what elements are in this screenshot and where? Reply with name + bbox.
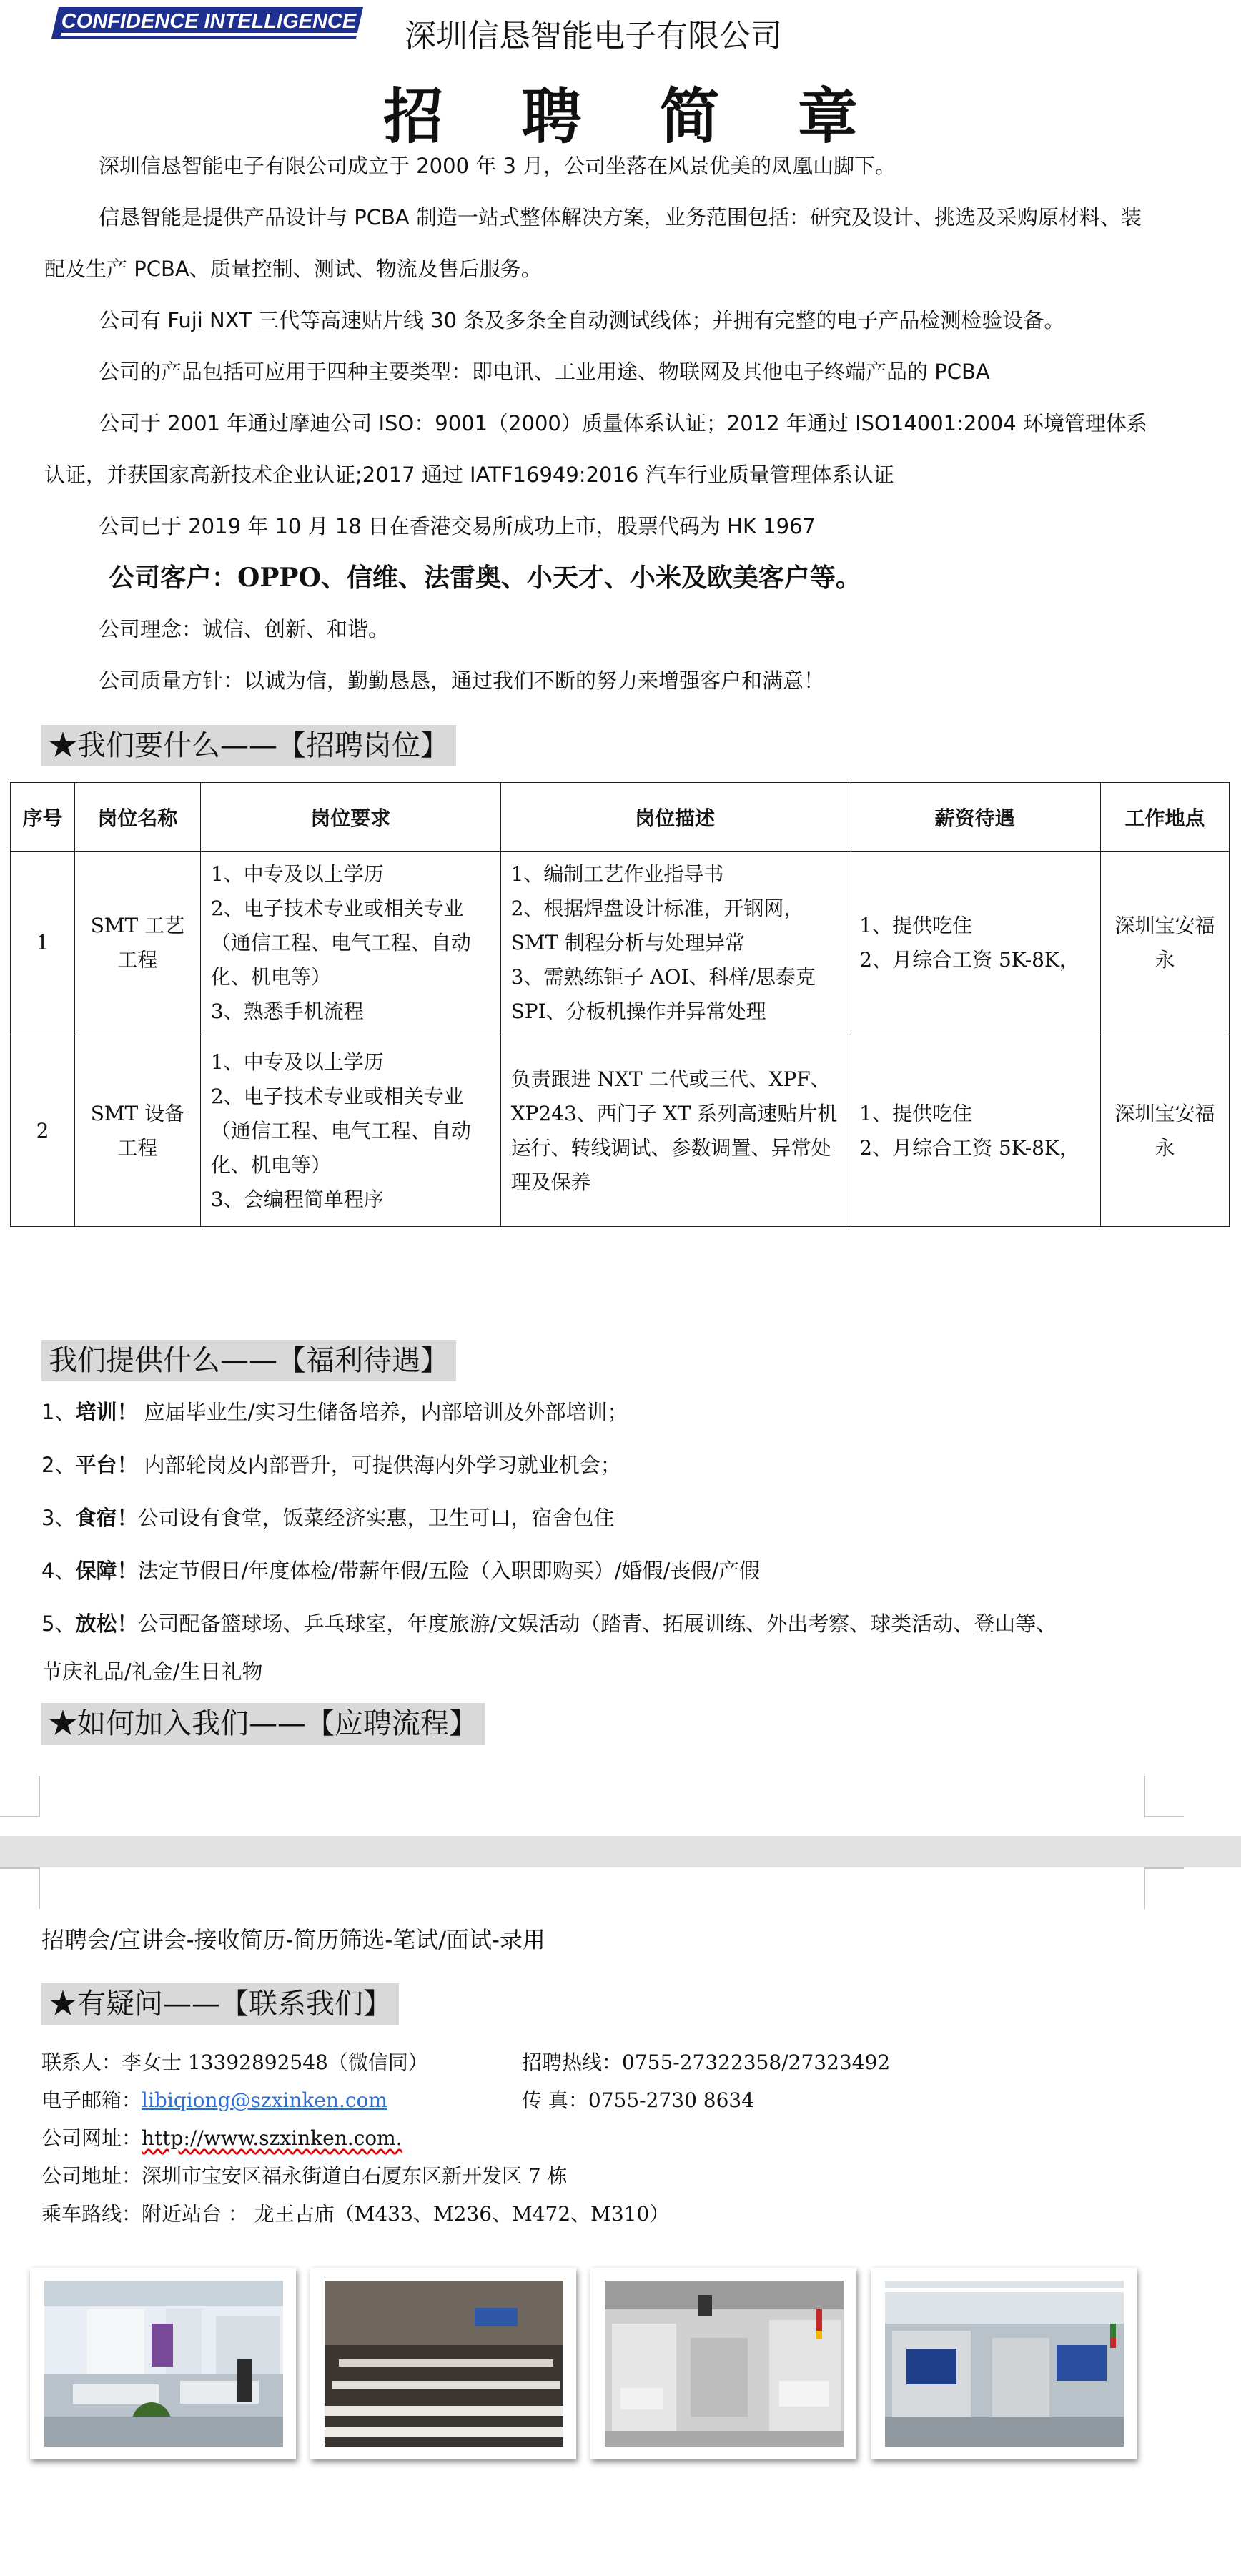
requirement-line: 2、电子技术专业或相关专业 [210, 1084, 464, 1108]
table-row [11, 1035, 1230, 1227]
salary-line: 1、提供吃住 [859, 914, 973, 937]
benefit-title: 食宿！ [75, 1506, 138, 1530]
section-heading-contact: ★有疑问——【联系我们】 [41, 1983, 399, 2025]
column-header-requirements: 岗位要求 [200, 783, 500, 852]
company-intro [44, 140, 1160, 706]
cell-salary [849, 852, 1101, 1035]
salary-line: 2、月综合工资 5K-8K， [859, 948, 1079, 972]
page-break [0, 1836, 1241, 1867]
intro-paragraph: 公司理念：诚信、创新、和谐。 [99, 617, 390, 641]
benefit-item-continuation: 节庆礼品/礼金/生日礼物 [41, 1659, 263, 1684]
contact-row [41, 2043, 1185, 2081]
benefit-item [41, 1597, 1185, 1650]
table-header-row [11, 783, 1230, 852]
company-address: 公司地址：深圳市宝安区福永街道白石厦东区新开发区 7 栋 [41, 2164, 568, 2188]
benefit-number: 4、 [41, 1559, 76, 1583]
contact-row [41, 2195, 1185, 2233]
section-heading-jobs: ★我们要什么——【招聘岗位】 [41, 725, 456, 766]
column-header-name: 岗位名称 [74, 783, 200, 852]
section-heading-benefits: 我们提供什么——【福利待遇】 [41, 1340, 456, 1381]
benefit-text: 内部轮岗及内部晋升，可提供海内外学习就业机会； [137, 1453, 621, 1477]
requirement-line: 3、熟悉手机流程 [210, 1000, 364, 1023]
cell-location: 深圳宝安福永 [1101, 1035, 1230, 1227]
benefit-number: 5、 [41, 1612, 76, 1636]
benefits-list [41, 1386, 1185, 1693]
email-label: 电子邮箱： [41, 2088, 142, 2112]
benefit-item [41, 1438, 1185, 1491]
benefit-text: 法定节假日/年度体检/带薪年假/五险（入职即购买）/婚假/丧假/产假 [137, 1559, 761, 1583]
benefit-title: 平台！ [75, 1453, 138, 1477]
production-line-photo [590, 2268, 856, 2459]
page-corner-mark [0, 1867, 40, 1909]
benefit-text: 公司配备篮球场、乒乓球室，年度旅游/文娱活动（踏青、拓展训练、外出考察、球类活动、登山等、 [137, 1612, 1057, 1636]
website-label: 公司网址： [41, 2126, 142, 2150]
page-title: 招 聘 简 章 [383, 81, 886, 152]
fax-number: 传 真：0755-2730 8634 [522, 2088, 755, 2112]
cell-location: 深圳宝安福永 [1101, 852, 1230, 1035]
cell-no: 1 [11, 852, 75, 1035]
page-corner-mark [1144, 1776, 1184, 1817]
cell-requirements [200, 1035, 500, 1227]
cell-description [500, 1035, 849, 1227]
description-line: 3、需熟练钜子 AOI、科样/思泰克 SPI、分板机操作并异常处理 [510, 965, 816, 1023]
cell-requirements [200, 852, 500, 1035]
email-link[interactable]: libiqiong@szxinken.com [142, 2088, 387, 2112]
company-name: 深圳信恳智能电子有限公司 [405, 18, 782, 54]
cell-job-name: SMT 工艺工程 [74, 852, 200, 1035]
contact-row [41, 2081, 1185, 2119]
description-line: 2、根据焊盘设计标准，开钢网，SMT 制程分析与处理异常 [510, 897, 804, 954]
intro-paragraph: 公司于 2001 年通过摩迪公司 ISO：9001（2000）质量体系认证；2012 年通过 ISO14001:2004 环境管理体系认证，并获国家高新技术企业认证;2017 通过 IATF16949:2016 汽车行业质量管理体系认证 [44, 411, 1147, 487]
recruit-hotline: 招聘热线：0755-27322358/27323492 [522, 2051, 891, 2074]
benefit-title: 保障！ [75, 1559, 138, 1583]
section-heading-howto: ★如何加入我们——【应聘流程】 [41, 1703, 485, 1745]
office-photo [30, 2268, 296, 2459]
page-corner-mark [1144, 1867, 1184, 1909]
classroom-photo [310, 2268, 576, 2459]
benefit-title: 培训！ [75, 1400, 138, 1424]
requirement-line: 1、中专及以上学历 [210, 1050, 384, 1074]
contact-person: 联系人：李女士 13392892548（微信同） [41, 2051, 428, 2074]
column-header-location: 工作地点 [1101, 783, 1230, 852]
requirement-line: （通信工程、电气工程、自动化、机电等） [210, 1118, 471, 1177]
column-header-description: 岗位描述 [500, 783, 849, 852]
benefit-item [41, 1544, 1185, 1597]
table-row [11, 852, 1230, 1035]
benefit-text: 公司设有食堂，饭菜经济实惠，卫生可口，宿舍包住 [137, 1506, 615, 1530]
requirement-line: 1、中专及以上学历 [210, 862, 384, 886]
description-line: 负责跟进 NXT 二代或三代、XPF、XP243、西门子 XT 系列高速贴片机运行、转线调试、参数调置、异常处理及保养 [510, 1067, 838, 1194]
benefit-title: 放松！ [75, 1612, 138, 1636]
cell-salary [849, 1035, 1101, 1227]
intro-paragraph: 公司的产品包括可应用于四种主要类型：即电讯、工业用途、物联网及其他电子终端产品的 PCBA [99, 360, 990, 384]
description-line: 1、编制工艺作业指导书 [510, 862, 724, 886]
salary-line: 2、月综合工资 5K-8K， [859, 1135, 1079, 1160]
jobs-table [10, 782, 1230, 1227]
benefit-text: 应届毕业生/实习生储备培养，内部培训及外部培训； [137, 1400, 628, 1424]
logo-text: CONFIDENCE INTELLIGENCE [61, 10, 357, 33]
page-corner-mark [0, 1776, 40, 1817]
clients-paragraph: 公司客户：OPPO、信维、法雷奥、小天才、小米及欧美客户等。 [109, 563, 861, 593]
workshop-photo [871, 2268, 1137, 2459]
contact-row [41, 2119, 1185, 2157]
benefit-item [41, 1386, 1185, 1438]
requirement-line: 2、电子技术专业或相关专业 [210, 897, 464, 920]
benefit-number: 2、 [41, 1453, 76, 1477]
intro-paragraph: 公司已于 2019 年 10 月 18 日在香港交易所成功上市，股票代码为 HK 1967 [99, 514, 816, 538]
intro-paragraph: 信恳智能是提供产品设计与 PCBA 制造一站式整体解决方案，业务范围包括：研究及设计、挑选及采购原材料、装配及生产 PCBA、质量控制、测试、物流及售后服务。 [44, 205, 1142, 281]
website-link[interactable]: http://www.szxinken.com. [142, 2126, 402, 2150]
requirement-line: （通信工程、电气工程、自动化、机电等） [210, 931, 471, 989]
quality-policy-paragraph: 公司质量方针：以诚为信，勤勤恳恳，通过我们不断的努力来增强客户和满意！ [99, 668, 825, 693]
contact-row [41, 2157, 1185, 2195]
contact-info [41, 2043, 1185, 2233]
cell-description [500, 852, 849, 1035]
column-header-salary: 薪资待遇 [849, 783, 1101, 852]
benefit-item [41, 1491, 1185, 1544]
intro-paragraph: 深圳信恳智能电子有限公司成立于 2000 年 3 月，公司坐落在风景优美的凤凰山脚下。 [99, 154, 896, 178]
company-logo [51, 4, 366, 41]
cell-no: 2 [11, 1035, 75, 1227]
bus-route: 乘车路线：附近站台 ： 龙王古庙（M433、M236、M472、M310） [41, 2202, 670, 2226]
column-header-no: 序号 [11, 783, 75, 852]
requirement-line: 3、会编程简单程序 [210, 1187, 384, 1211]
benefit-number: 1、 [41, 1400, 76, 1424]
benefit-number: 3、 [41, 1506, 76, 1530]
application-process: 招聘会/宣讲会-接收简历-简历筛选-笔试/面试-录用 [41, 1926, 545, 1953]
salary-line: 1、提供吃住 [859, 1101, 973, 1125]
cell-job-name: SMT 设备工程 [74, 1035, 200, 1227]
intro-paragraph: 公司有 Fuji NXT 三代等高速贴片线 30 条及多条全自动测试线体；并拥有完整的电子产品检测检验设备。 [99, 308, 1065, 332]
